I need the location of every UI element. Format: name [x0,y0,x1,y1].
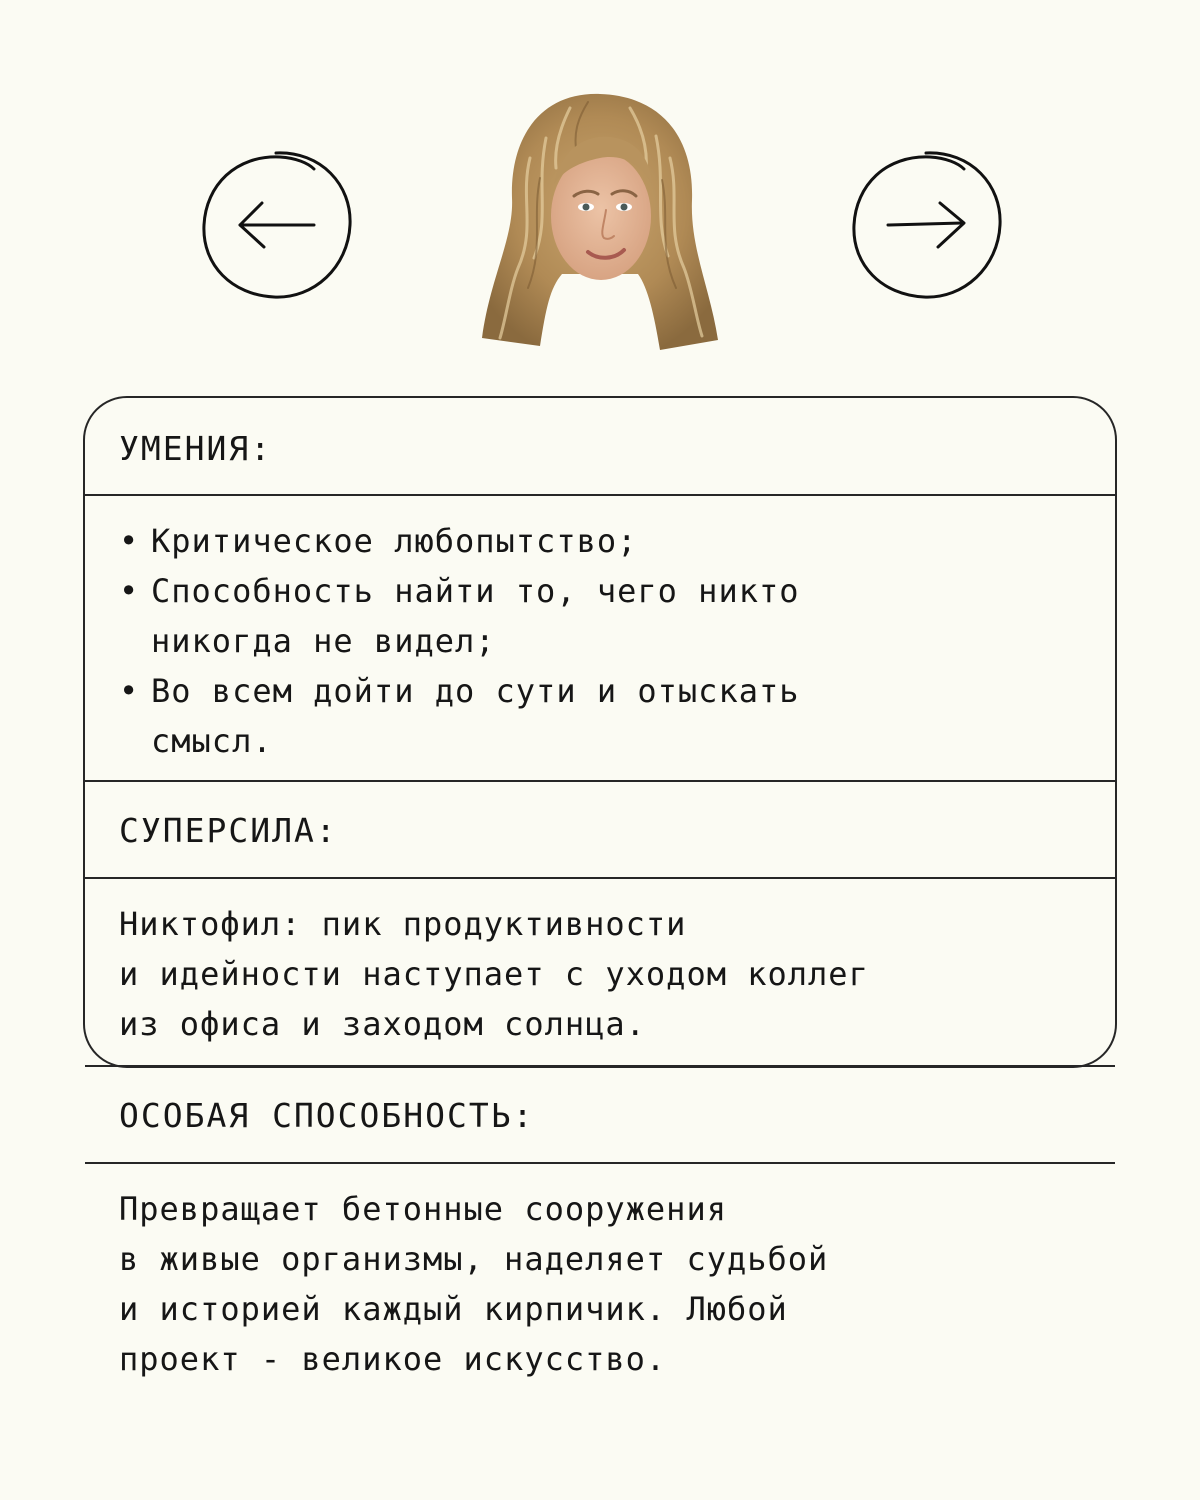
ability-text: Превращает бетонные сооружения в живые организмы, наделяет судьбой и историей каждый кирпичик. Любой проект - великое искусство. [119,1190,829,1378]
superpower-body-row [85,879,1115,1067]
list-item: • Критическое любопытство; [119,516,1075,566]
skills-heading-row [85,398,1115,496]
ability-body-row [85,1164,1115,1404]
portrait-photo [470,88,730,353]
ability-heading: ОСОБАЯ СПОСОБНОСТЬ: [119,1096,535,1135]
arrow-right-icon [846,145,1006,305]
skills-list [119,516,1075,766]
superpower-text: Никтофил: пик продуктивности и идейности наступает с уходом коллег из офиса и заходом солнца. [119,905,869,1043]
skills-heading: УМЕНИЯ: [119,429,273,468]
superpower-heading-row [85,782,1115,879]
profile-card [83,396,1117,1378]
previous-button[interactable] [196,145,356,305]
list-item: • Способность найти то, чего никто никогда не видел; [119,566,1075,666]
arrow-left-icon [196,145,356,305]
list-item: • Во всем дойти до сути и отыскать смысл. [119,666,1075,766]
superpower-heading: СУПЕРСИЛА: [119,811,338,850]
ability-heading-row [85,1067,1115,1164]
next-button[interactable] [846,145,1006,305]
skills-body-row [85,496,1115,782]
